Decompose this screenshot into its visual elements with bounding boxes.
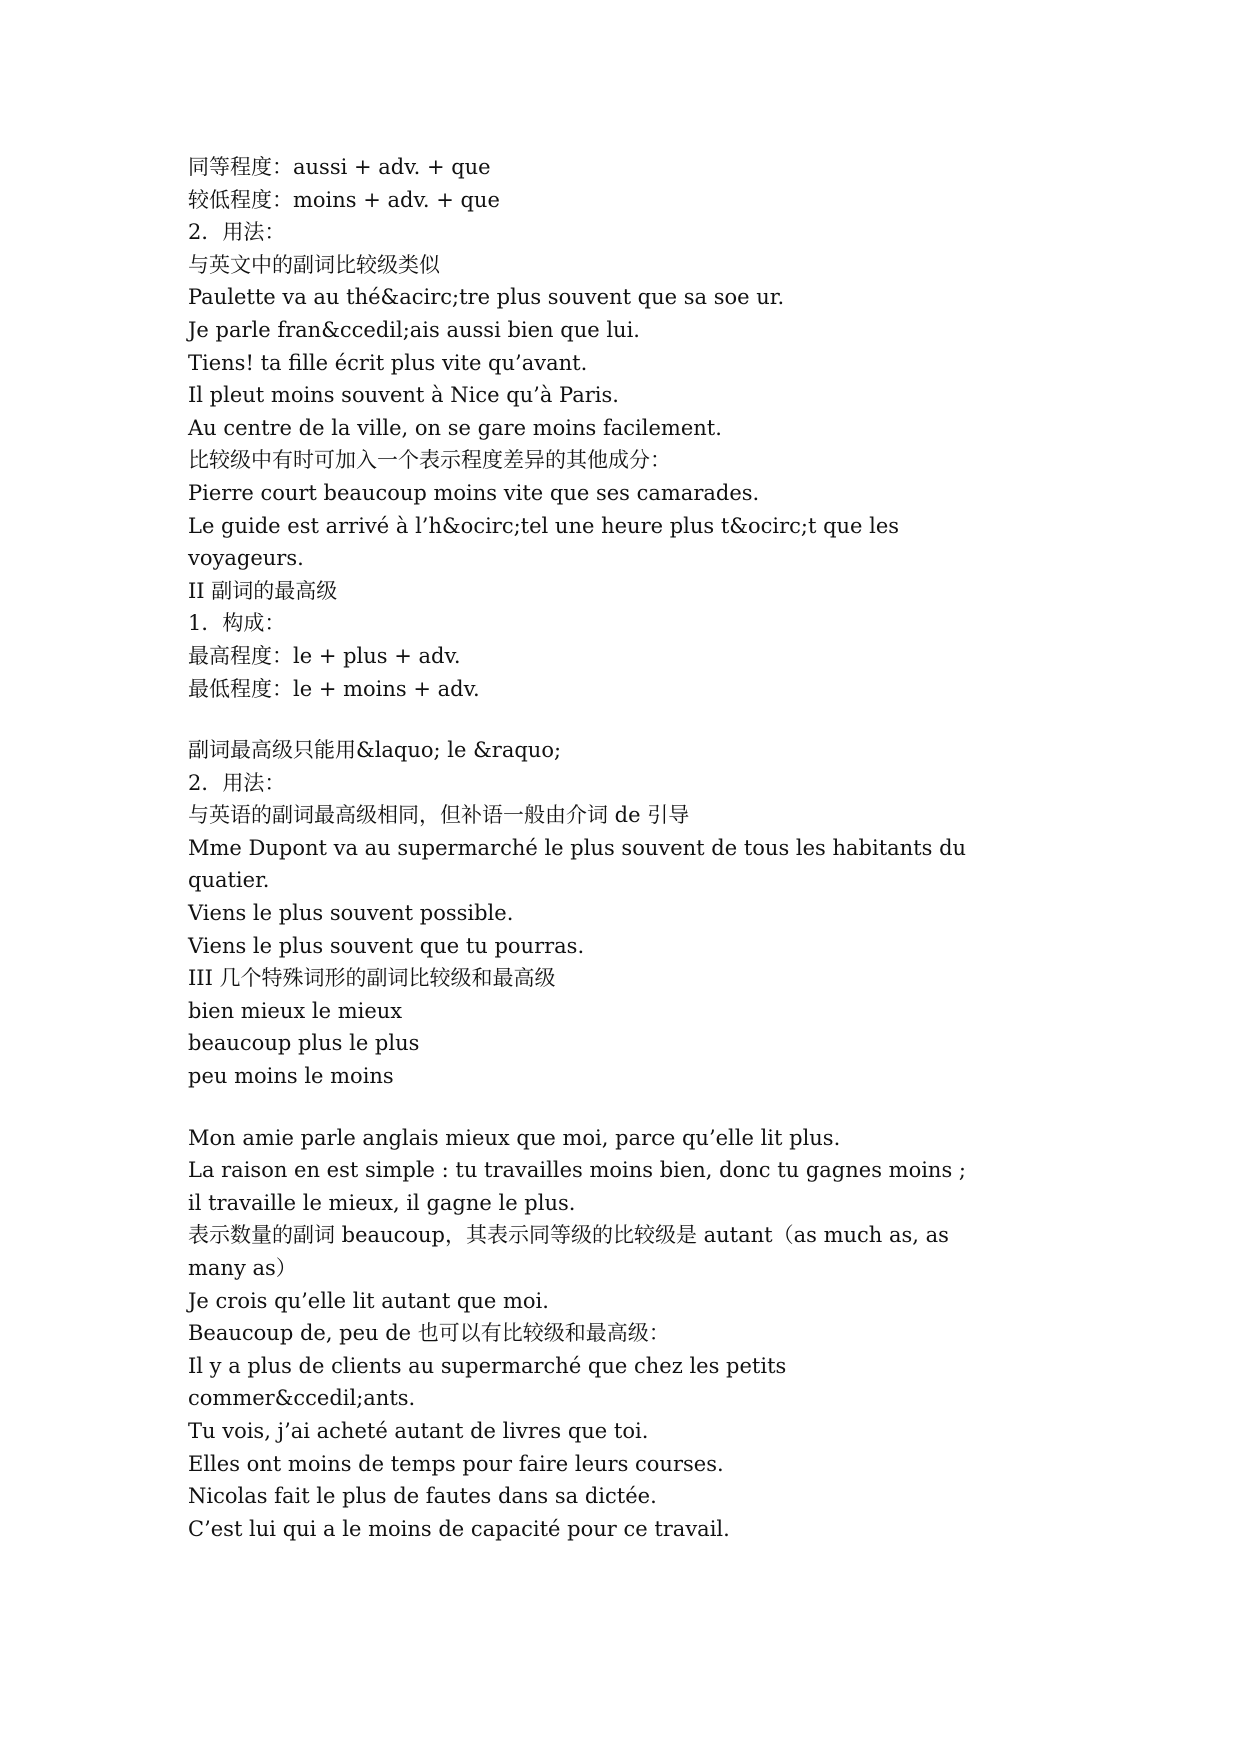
- text-line: voyageurs.: [188, 546, 304, 571]
- text-line: Pierre court beaucoup moins vite que ses camarades.: [188, 480, 760, 505]
- text-line: 2．用法：: [188, 770, 286, 795]
- text-line: Au centre de la ville, on se gare moins facilement.: [188, 415, 722, 440]
- text-line: Paulette va au thé&acirc;tre plus souvent que sa soe ur.: [188, 285, 785, 310]
- text-line: 1．构成：: [188, 611, 286, 636]
- text-line: 比较级中有时可加入一个表示程度差异的其他成分：: [188, 448, 671, 473]
- text-line: Beaucoup de, peu de 也可以有比较级和最高级：: [188, 1321, 670, 1346]
- text-line: 同等程度：aussi + adv. + que: [188, 155, 491, 179]
- text-line: Mme Dupont va au supermarché le plus souvent de tous les habitants du: [188, 835, 967, 860]
- text-line: Le guide est arrivé à l’h&ocirc;tel une heure plus t&ocirc;t que les: [188, 513, 900, 538]
- text-line: Tiens! ta fille écrit plus vite qu’avant.: [188, 350, 588, 375]
- text-line: peu moins le moins: [188, 1064, 394, 1089]
- text-line: 最高程度：le + plus + adv.: [188, 643, 461, 668]
- text-line: La raison en est simple : tu travailles moins bien, donc tu gagnes moins ;: [188, 1158, 966, 1183]
- text-line: Mon amie parle anglais mieux que moi, parce qu’elle lit plus.: [188, 1125, 841, 1150]
- text-line: Je parle fran&ccedil;ais aussi bien que lui.: [188, 317, 640, 342]
- blank-line: [188, 705, 1068, 734]
- text-line: Nicolas fait le plus de fautes dans sa dictée.: [188, 1484, 657, 1509]
- section-heading: III 几个特殊词形的副词比较级和最高级: [188, 966, 556, 991]
- text-line: many as）: [188, 1256, 297, 1280]
- text-line: quatier.: [188, 868, 270, 893]
- text-line: 2．用法：: [188, 220, 286, 245]
- blank-line: [188, 1093, 1068, 1122]
- text-line: beaucoup plus le plus: [188, 1031, 420, 1056]
- section-heading: II 副词的最高级: [188, 578, 338, 603]
- text-line: Elles ont moins de temps pour faire leurs courses.: [188, 1451, 724, 1476]
- text-line: 与英语的副词最高级相同，但补语一般由介词 de 引导: [188, 803, 690, 828]
- text-line: Il pleut moins souvent à Nice qu’à Paris.: [188, 383, 619, 408]
- text-line: 表示数量的副词 beaucoup，其表示同等级的比较级是 autant（as much as, as: [188, 1223, 949, 1248]
- text-line: 与英文中的副词比较级类似: [188, 252, 440, 277]
- text-line: il travaille le mieux, il gagne le plus.: [188, 1190, 576, 1215]
- text-line: C’est lui qui a le moins de capacité pour ce travail.: [188, 1516, 730, 1541]
- text-line: commer&ccedil;ants.: [188, 1386, 416, 1411]
- text-line: Il y a plus de clients au supermarché que chez les petits: [188, 1353, 787, 1378]
- text-line: bien mieux le mieux: [188, 998, 403, 1023]
- text-line: Je crois qu’elle lit autant que moi.: [188, 1288, 549, 1313]
- text-line: Viens le plus souvent possible.: [188, 901, 514, 926]
- text-line: Tu vois, j’ai acheté autant de livres que toi.: [188, 1418, 649, 1443]
- text-line: Viens le plus souvent que tu pourras.: [188, 933, 585, 958]
- document-body: [188, 151, 1068, 1545]
- text-line: 副词最高级只能用&laquo; le &raquo;: [188, 738, 562, 763]
- text-line: 较低程度：moins + adv. + que: [188, 187, 500, 212]
- text-line: 最低程度：le + moins + adv.: [188, 676, 480, 701]
